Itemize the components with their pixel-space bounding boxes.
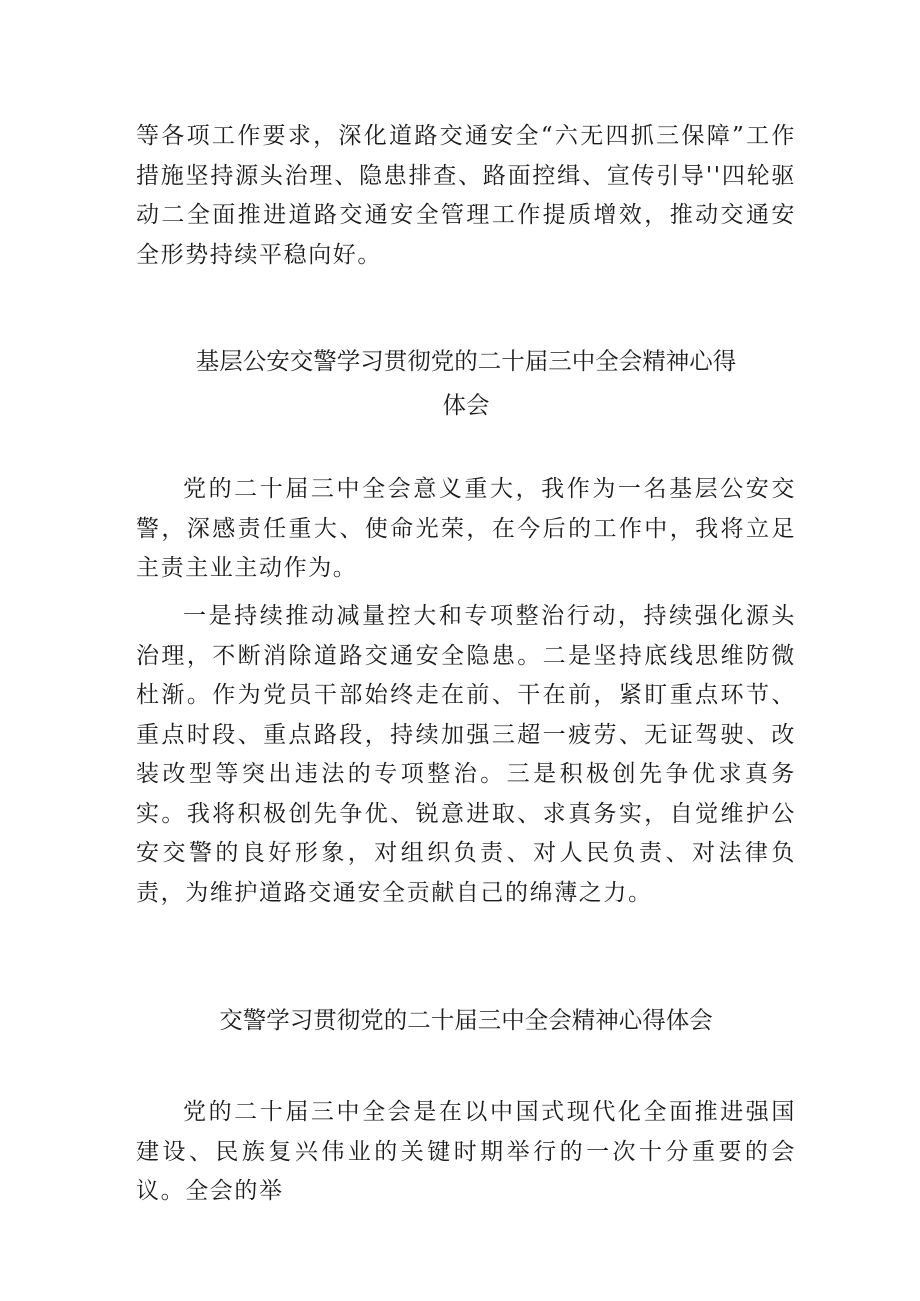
article2-title: 交警学习贯彻党的二十届三中全会精神心得体会	[219, 1006, 713, 1034]
article1-paragraph2: 一是持续推动减量控大和专项整治行动，持续强化源头治理，不断消除道路交通安全隐患。二是坚持底线思维防微杜渐。作为党员干部始终走在前、干在前，紧盯重点环节、重点时段、重点路段，持续加强三超一疲劳、无证驾驶、改装改型等突出违法的专项整治。三是积极创先争优求真务实。我将积极创先争优、锐意进取、求真务实，自觉维护公安交警的良好形象，对组织负责、对人民负责、对法律负责，为维护道路交通安全贡献自己的绵薄之力。	[136, 603, 796, 906]
intro-paragraph: 等各项工作要求，深化道路交通安全“六无四抓三保障”工作措施坚持源头治理、隐患排查、路面控缉、宣传引导''四轮驱动二全面推进道路交通安全管理工作提质增效，推动交通安全形势持续平稳向好。	[136, 123, 796, 268]
article2-paragraph1: 党的二十届三中全会是在以中国式现代化全面推进强国建设、民族复兴伟业的关键时期举行的一次十分重要的会议。全会的举	[136, 1099, 796, 1204]
article1-title-line1: 基层公安交警学习贯彻党的二十届三中全会精神心得	[195, 347, 737, 375]
article1-title	[136, 339, 796, 427]
article1-paragraph1: 党的二十届三中全会意义重大，我作为一名基层公安交警，深感责任重大、使命光荣，在今后的工作中，我将立足主责主业主动作为。	[136, 476, 796, 581]
article1-title-line2: 体会	[442, 391, 490, 419]
